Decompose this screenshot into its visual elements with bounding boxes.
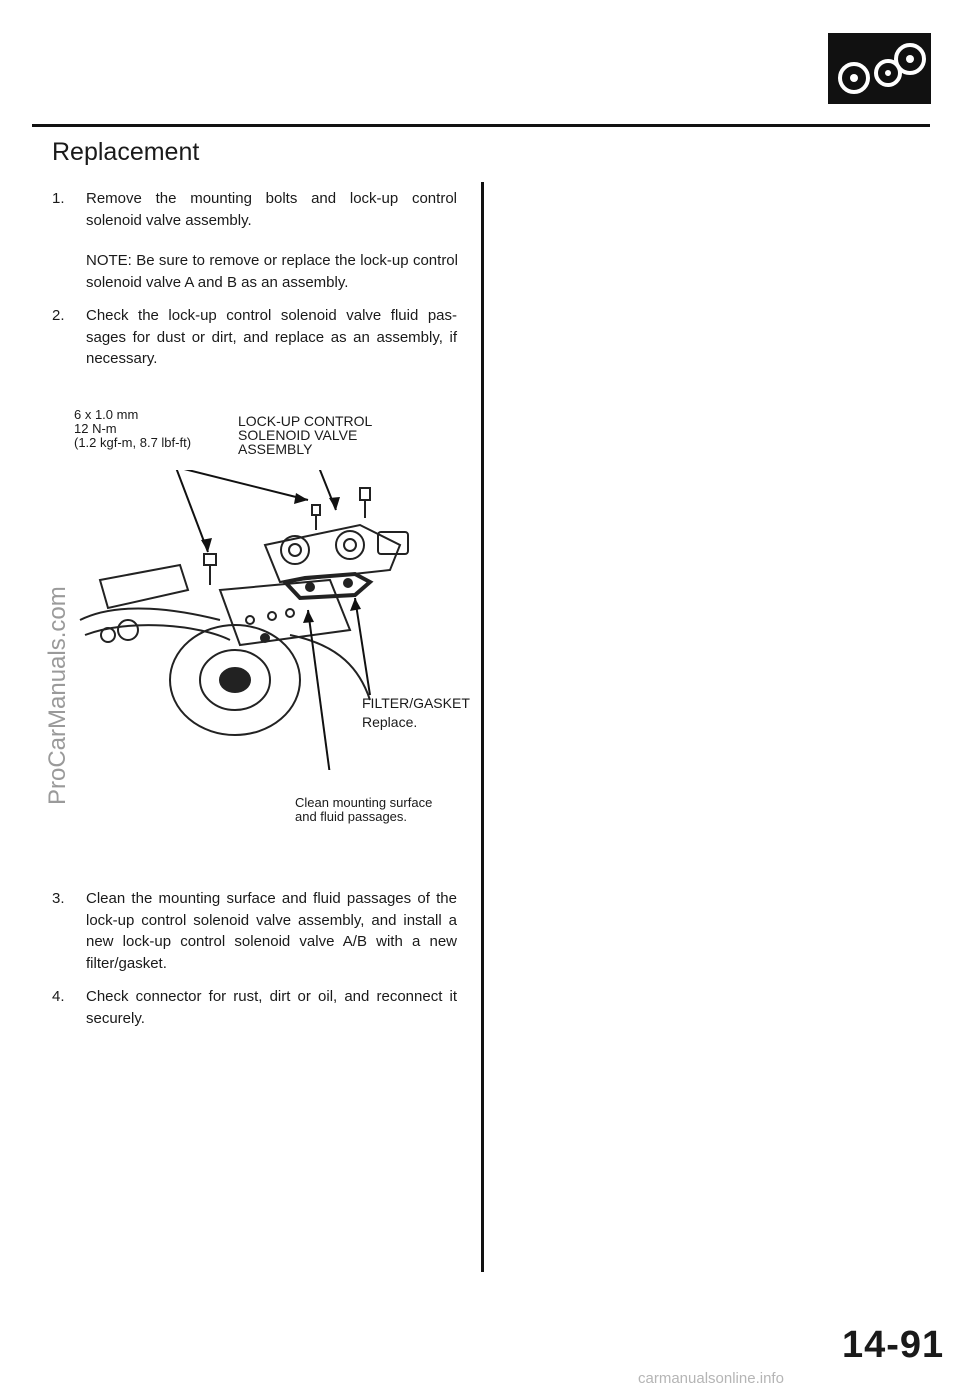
page-number: 14-91 [842,1324,945,1366]
gear-logo-icon [828,33,931,104]
section-title: Replacement [52,138,200,166]
step-4-text: Check connector for rust, dirt or oil, and reconnect it securely. [86,988,457,1027]
step-3-text: Clean the mounting surface and fluid passages of the lock-up control solenoid valve assembly, and install a new lock-up control solenoid valve A/B with a new filter/gasket. [86,890,457,972]
bottom-watermark: carmanualsonline.info [638,1370,784,1387]
step-2-number: 2. [52,307,65,324]
solenoid-assembly-diagram [60,470,480,770]
step-4-number: 4. [52,988,65,1005]
side-watermark: ProCarManuals.com [44,586,71,805]
step-1-text: Remove the mounting bolts and lock-up control solenoid valve assembly. [86,190,457,229]
column-rule [481,182,484,1272]
filter-gasket-label: FILTER/GASKET Replace. [362,695,470,730]
note-text: NOTE: Be sure to remove or replace the lock-up control solenoid valve A and B as an assembly. [86,252,458,291]
step-1-number: 1. [52,190,65,207]
step-3 [52,888,457,974]
step-1 [52,188,457,231]
top-rule [32,124,930,127]
step-3-number: 3. [52,890,65,907]
step-2 [52,305,457,370]
clean-surface-label: Clean mounting surface and fluid passages. [295,795,433,824]
step-4 [52,986,457,1029]
assembly-label: LOCK-UP CONTROL SOLENOID VALVE ASSEMBLY [238,413,373,457]
bolt-spec-label: 6 x 1.0 mm 12 N-m (1.2 kgf-m, 8.7 lbf-ft) [74,407,192,450]
step-2-text: Check the lock-up control solenoid valve fluid pas-sages for dust or dirt, and replace as an assembly, if necessary. [86,307,457,367]
